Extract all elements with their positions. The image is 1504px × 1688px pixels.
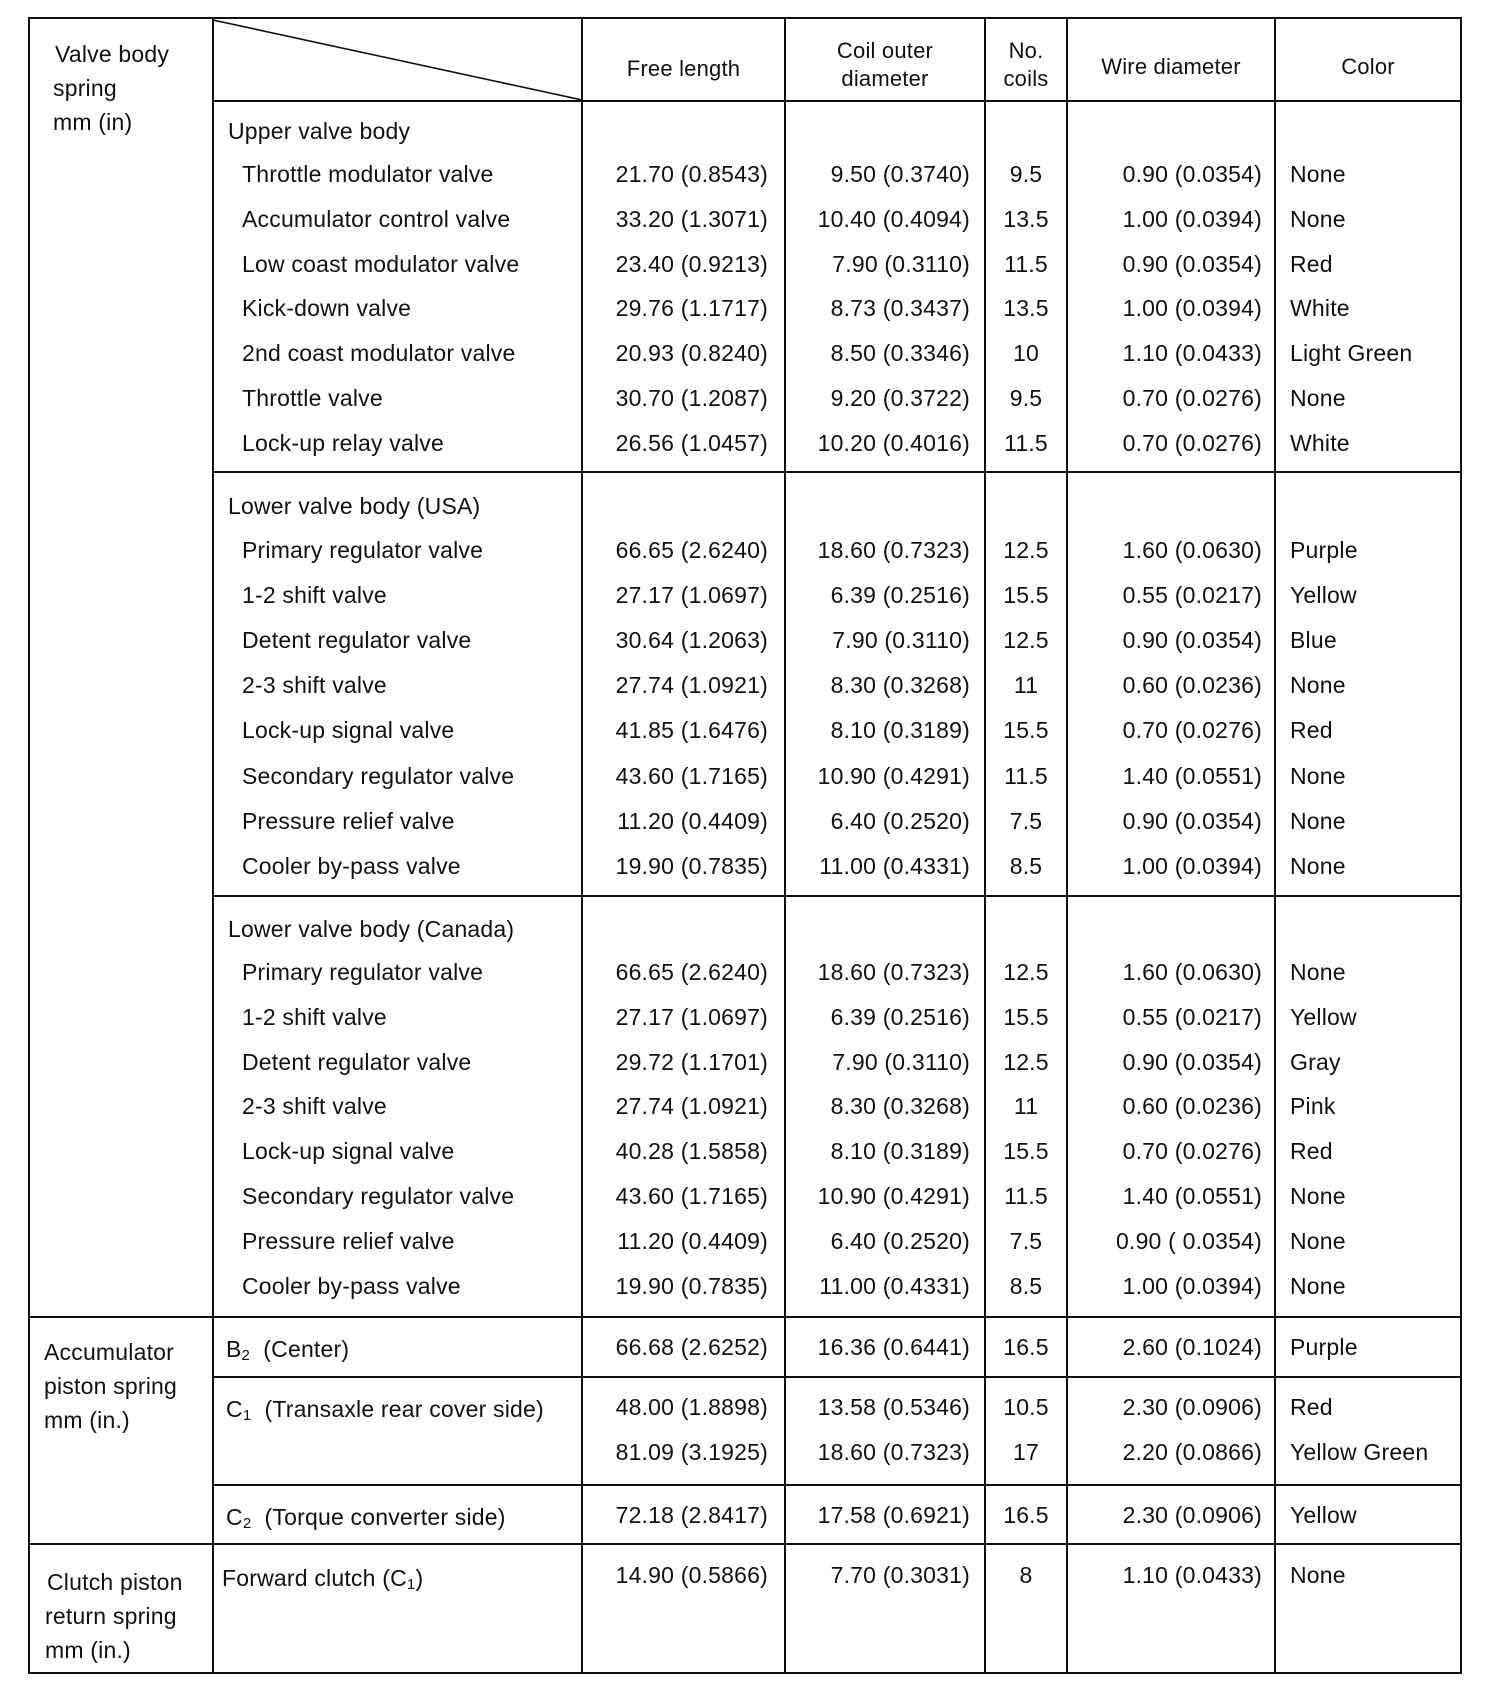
coil-diameter: 10.20 (0.4016) [817, 430, 970, 456]
wire-diameter: 1.60 (0.0630) [1122, 537, 1262, 563]
free-length: 33.20 (1.3071) [615, 206, 768, 232]
coil-diameter: 8.73 (0.3437) [830, 295, 970, 321]
valve-name: Detent regulator valve [242, 627, 472, 653]
wire-diameter: 1.10 (0.0433) [1122, 340, 1262, 366]
valve-name: 2nd coast modulator valve [242, 340, 516, 366]
group-valve-body-1: Valve body [55, 41, 170, 67]
c1-coil-diameter-1: 13.58 (0.5346) [817, 1394, 970, 1420]
coil-diameter: 11.00 (0.4331) [819, 853, 970, 879]
valve-name: Throttle valve [242, 385, 383, 411]
row-divider-canada [212, 895, 1462, 897]
valve-name: Low coast modulator valve [242, 251, 520, 277]
no-coils: 8.5 [1009, 1273, 1043, 1299]
spring-color: Red [1290, 251, 1333, 277]
free-length: 40.28 (1.5858) [615, 1138, 768, 1164]
no-coils: 12.5 [1003, 1049, 1049, 1075]
spring-color: Yellow [1290, 1004, 1357, 1030]
coil-diameter: 18.60 (0.7323) [817, 537, 970, 563]
free-length: 29.72 (1.1701) [615, 1049, 768, 1075]
valve-name: Primary regulator valve [242, 537, 484, 563]
table-border-left [28, 17, 30, 1674]
spring-color: None [1290, 161, 1346, 187]
c2-wire-diameter: 2.30 (0.0906) [1122, 1502, 1262, 1528]
spring-color: None [1290, 808, 1346, 834]
no-coils: 7.5 [1009, 808, 1043, 834]
valve-name: Cooler by-pass valve [242, 1273, 461, 1299]
clutch-no-coils: 8 [1019, 1562, 1033, 1588]
col-divider-group [212, 17, 214, 1674]
coil-diameter: 8.10 (0.3189) [830, 717, 970, 743]
no-coils: 13.5 [1003, 206, 1049, 232]
no-coils: 11.5 [1004, 1183, 1048, 1209]
free-length: 27.74 (1.0921) [615, 1093, 768, 1119]
spring-color: None [1290, 959, 1346, 985]
forward-clutch-label: Forward clutch $(C_1)$ [222, 1565, 424, 1593]
header-no-coils-2: coils [1003, 66, 1049, 91]
group-clutch-3: mm (in.) [45, 1637, 131, 1663]
wire-diameter: 0.90 ( 0.0354) [1115, 1228, 1262, 1254]
coil-diameter: 8.10 (0.3189) [830, 1138, 970, 1164]
no-coils: 15.5 [1003, 717, 1049, 743]
row-divider-clutch [28, 1543, 1462, 1545]
table-border-right [1460, 17, 1462, 1674]
free-length: 11.20 (0.4409) [617, 808, 768, 834]
no-coils: 12.5 [1003, 627, 1049, 653]
clutch-color: None [1290, 1562, 1346, 1588]
spring-color: Blue [1290, 627, 1337, 653]
wire-diameter: 0.90 (0.0354) [1122, 1049, 1262, 1075]
wire-diameter: 0.70 (0.0276) [1122, 430, 1262, 456]
c1-label: $C_1$ (Transaxle rear cover side) [226, 1396, 544, 1424]
valve-name: Throttle modulator valve [242, 161, 494, 187]
table-border-bottom [28, 1672, 1462, 1674]
wire-diameter: 0.90 (0.0354) [1122, 161, 1262, 187]
spring-color: Red [1290, 717, 1333, 743]
c1-no-coils-1: 10.5 [1003, 1394, 1049, 1420]
b2-label: $B_2$ (Center) [226, 1336, 350, 1364]
spring-color: Light Green [1290, 340, 1413, 366]
c1-coil-diameter-2: 18.60 (0.7323) [817, 1439, 970, 1465]
group-clutch-2: return spring [45, 1603, 177, 1629]
header-free-length: Free length [626, 56, 741, 81]
wire-diameter: 0.90 (0.0354) [1122, 251, 1262, 277]
spring-color: None [1290, 1183, 1346, 1209]
valve-name: Detent regulator valve [242, 1049, 472, 1075]
free-length: 27.74 (1.0921) [615, 672, 768, 698]
coil-diameter: 8.30 (0.3268) [830, 672, 970, 698]
spring-color: None [1290, 853, 1346, 879]
spring-color: Yellow [1290, 582, 1357, 608]
spring-color: None [1290, 206, 1346, 232]
row-divider-accumulator [28, 1316, 1462, 1318]
spring-color: None [1290, 672, 1346, 698]
valve-name: Secondary regulator valve [242, 763, 515, 789]
c2-free-length: 72.18 (2.8417) [615, 1502, 768, 1528]
free-length: 30.70 (1.2087) [615, 385, 768, 411]
coil-diameter: 8.50 (0.3346) [830, 340, 970, 366]
c2-color: Yellow [1290, 1502, 1357, 1528]
valve-name: Pressure relief valve [242, 808, 455, 834]
no-coils: 11 [1013, 1093, 1039, 1119]
row-divider-c1 [212, 1376, 1462, 1378]
wire-diameter: 0.70 (0.0276) [1122, 1138, 1262, 1164]
valve-name: Pressure relief valve [242, 1228, 455, 1254]
spring-color: None [1290, 763, 1346, 789]
spring-color: Gray [1290, 1049, 1341, 1075]
valve-name: 1-2 shift valve [242, 582, 387, 608]
no-coils: 13.5 [1003, 295, 1049, 321]
no-coils: 15.5 [1003, 1138, 1049, 1164]
coil-diameter: 8.30 (0.3268) [830, 1093, 970, 1119]
wire-diameter: 1.00 (0.0394) [1122, 1273, 1262, 1299]
coil-diameter: 7.90 (0.3110) [832, 627, 970, 653]
valve-name: Lock-up signal valve [242, 717, 455, 743]
coil-diameter: 10.90 (0.4291) [817, 763, 970, 789]
coil-diameter: 7.90 (0.3110) [832, 1049, 970, 1075]
wire-diameter: 0.70 (0.0276) [1122, 717, 1262, 743]
free-length: 66.65 (2.6240) [615, 959, 768, 985]
group-clutch-1: Clutch piston [47, 1569, 183, 1595]
wire-diameter: 1.00 (0.0394) [1122, 206, 1262, 232]
valve-name: Accumulator control valve [242, 206, 511, 232]
b2-color: Purple [1290, 1334, 1358, 1360]
group-valve-body-3: mm (in) [53, 109, 133, 135]
wire-diameter: 1.40 (0.0551) [1122, 763, 1262, 789]
c1-color-2: Yellow Green [1290, 1439, 1429, 1465]
group-accumulator-3: mm (in.) [44, 1407, 130, 1433]
free-length: 43.60 (1.7165) [615, 763, 768, 789]
header-diagonal [213, 18, 582, 102]
wire-diameter: 0.55 (0.0217) [1122, 582, 1262, 608]
valve-name: Lock-up signal valve [242, 1138, 455, 1164]
c2-coil-diameter: 17.58 (0.6921) [817, 1502, 970, 1528]
free-length: 66.65 (2.6240) [615, 537, 768, 563]
col-divider-wire [1274, 17, 1276, 1674]
no-coils: 9.5 [1009, 385, 1043, 411]
wire-diameter: 1.00 (0.0394) [1122, 853, 1262, 879]
spring-color: White [1290, 295, 1350, 321]
valve-name: Cooler by-pass valve [242, 853, 461, 879]
c1-free-length-2: 81.09 (3.1925) [615, 1439, 768, 1465]
header-coil-outer-2: diameter [841, 66, 929, 91]
free-length: 21.70 (0.8543) [615, 161, 768, 187]
no-coils: 11.5 [1004, 763, 1048, 789]
no-coils: 9.5 [1009, 161, 1043, 187]
c1-wire-diameter-1: 2.30 (0.0906) [1122, 1394, 1262, 1420]
valve-name: Secondary regulator valve [242, 1183, 515, 1209]
wire-diameter: 1.00 (0.0394) [1122, 295, 1262, 321]
no-coils: 11.5 [1004, 251, 1048, 277]
wire-diameter: 0.90 (0.0354) [1122, 627, 1262, 653]
wire-diameter: 1.40 (0.0551) [1122, 1183, 1262, 1209]
free-length: 11.20 (0.4409) [617, 1228, 768, 1254]
no-coils: 12.5 [1003, 537, 1049, 563]
coil-diameter: 6.40 (0.2520) [830, 1228, 970, 1254]
row-divider-c2 [212, 1484, 1462, 1486]
c1-no-coils-2: 17 [1013, 1439, 1039, 1465]
b2-no-coils: 16.5 [1003, 1334, 1049, 1360]
spring-color: None [1290, 1273, 1346, 1299]
no-coils: 15.5 [1003, 582, 1049, 608]
coil-diameter: 9.50 (0.3740) [830, 161, 970, 187]
c1-color-1: Red [1290, 1394, 1333, 1420]
c2-no-coils: 16.5 [1003, 1502, 1049, 1528]
header-no-coils-1: No. [1008, 38, 1044, 63]
free-length: 27.17 (1.0697) [615, 1004, 768, 1030]
coil-diameter: 11.00 (0.4331) [819, 1273, 970, 1299]
free-length: 27.17 (1.0697) [615, 582, 768, 608]
header-color: Color [1341, 54, 1395, 79]
header-coil-outer-1: Coil outer [836, 38, 934, 63]
clutch-free-length: 14.90 (0.5866) [615, 1562, 768, 1588]
coil-diameter: 18.60 (0.7323) [817, 959, 970, 985]
free-length: 23.40 (0.9213) [615, 251, 768, 277]
c1-wire-diameter-2: 2.20 (0.0866) [1122, 1439, 1262, 1465]
section-lower-valve-body-canada: Lower valve body (Canada) [228, 916, 515, 942]
coil-diameter: 6.39 (0.2516) [830, 1004, 970, 1030]
free-length: 43.60 (1.7165) [615, 1183, 768, 1209]
b2-free-length: 66.68 (2.6252) [615, 1334, 768, 1360]
clutch-coil-diameter: 7.70 (0.3031) [830, 1562, 970, 1588]
valve-name: Kick-down valve [242, 295, 412, 321]
spring-color: Red [1290, 1138, 1333, 1164]
clutch-wire-diameter: 1.10 (0.0433) [1122, 1562, 1262, 1588]
spring-color: White [1290, 430, 1350, 456]
section-lower-valve-body-usa: Lower valve body (USA) [228, 493, 481, 519]
group-accumulator-2: piston spring [44, 1373, 178, 1399]
valve-name: 2-3 shift valve [242, 672, 387, 698]
wire-diameter: 0.90 (0.0354) [1122, 808, 1262, 834]
b2-coil-diameter: 16.36 (0.6441) [817, 1334, 970, 1360]
no-coils: 11 [1013, 672, 1039, 698]
coil-diameter: 10.90 (0.4291) [817, 1183, 970, 1209]
valve-name: 1-2 shift valve [242, 1004, 387, 1030]
free-length: 20.93 (0.8240) [615, 340, 768, 366]
wire-diameter: 0.60 (0.0236) [1122, 1093, 1262, 1119]
free-length: 29.76 (1.1717) [615, 295, 768, 321]
coil-diameter: 6.40 (0.2520) [830, 808, 970, 834]
free-length: 19.90 (0.7835) [615, 853, 768, 879]
no-coils: 12.5 [1003, 959, 1049, 985]
b2-wire-diameter: 2.60 (0.1024) [1122, 1334, 1262, 1360]
spring-color: None [1290, 385, 1346, 411]
spring-color: Purple [1290, 537, 1358, 563]
wire-diameter: 0.60 (0.0236) [1122, 672, 1262, 698]
valve-name: 2-3 shift valve [242, 1093, 387, 1119]
no-coils: 15.5 [1003, 1004, 1049, 1030]
section-upper-valve-body: Upper valve body [228, 118, 411, 144]
coil-diameter: 6.39 (0.2516) [830, 582, 970, 608]
free-length: 30.64 (1.2063) [615, 627, 768, 653]
coil-diameter: 7.90 (0.3110) [832, 251, 970, 277]
spring-color: Pink [1290, 1093, 1336, 1119]
wire-diameter: 0.55 (0.0217) [1122, 1004, 1262, 1030]
coil-diameter: 9.20 (0.3722) [830, 385, 970, 411]
wire-diameter: 0.70 (0.0276) [1122, 385, 1262, 411]
group-accumulator-1: Accumulator [44, 1339, 175, 1365]
no-coils: 11.5 [1004, 430, 1048, 456]
group-valve-body-2: spring [53, 75, 117, 101]
row-divider-usa [212, 471, 1462, 473]
spring-color: None [1290, 1228, 1346, 1254]
coil-diameter: 10.40 (0.4094) [817, 206, 970, 232]
no-coils: 7.5 [1009, 1228, 1043, 1254]
header-wire-diameter: Wire diameter [1101, 54, 1241, 79]
c1-free-length-1: 48.00 (1.8898) [615, 1394, 768, 1420]
no-coils: 8.5 [1009, 853, 1043, 879]
free-length: 41.85 (1.6476) [615, 717, 768, 743]
no-coils: 10 [1013, 340, 1039, 366]
c2-label: $C_2$ (Torque converter side) [226, 1504, 506, 1532]
wire-diameter: 1.60 (0.0630) [1122, 959, 1262, 985]
valve-name: Lock-up relay valve [242, 430, 444, 456]
free-length: 26.56 (1.0457) [615, 430, 768, 456]
valve-name: Primary regulator valve [242, 959, 484, 985]
free-length: 19.90 (0.7835) [615, 1273, 768, 1299]
